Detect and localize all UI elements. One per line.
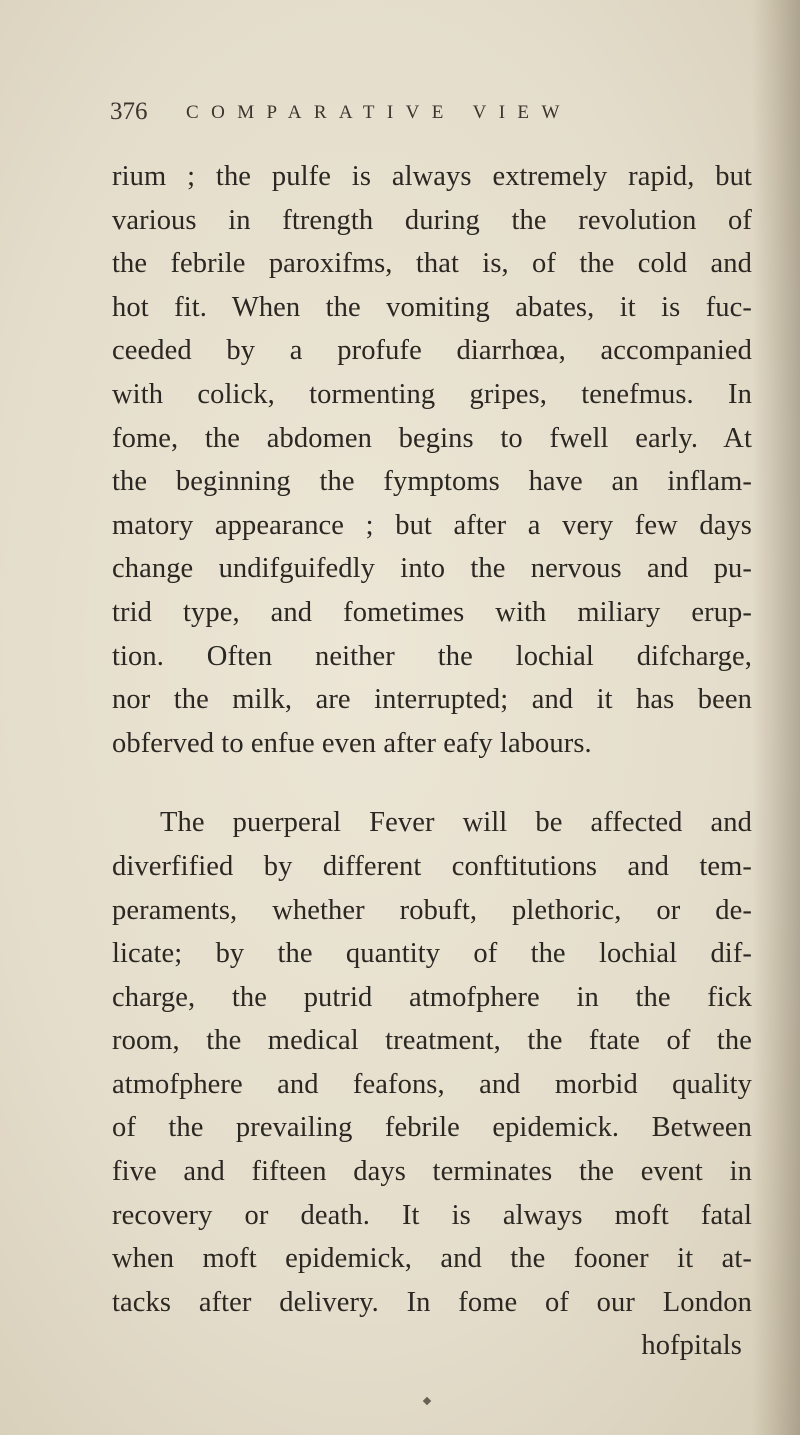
text-line: various in ftrength during the revolution of [112, 204, 752, 236]
page-edge-shadow [752, 0, 800, 1435]
text-line: room, the medical treatment, the ftate of the [112, 1025, 752, 1057]
text-line: trid type, and fometimes with miliary erup- [112, 596, 752, 628]
text-line: the febrile paroxifms, that is, of the cold and [112, 248, 752, 280]
paragraph-1 [112, 155, 752, 765]
text-line: The puerperal Fever will be affected and [160, 807, 752, 839]
page-number: 376 [110, 98, 148, 125]
text-line: five and fifteen days terminates the event in [112, 1156, 752, 1188]
text-line: rium ; the pulfe is always extremely rapid, but [112, 161, 752, 192]
text-line: matory appearance ; but after a very few days [112, 509, 752, 541]
text-line: tion. Often neither the lochial difcharge, [112, 640, 752, 672]
text-line: licate; by the quantity of the lochial dif- [112, 938, 752, 970]
paragraph-2 [112, 801, 752, 1324]
text-line: fome, the abdomen begins to fwell early. At [112, 422, 752, 454]
text-line: ceeded by a profufe diarrhœa, accompanied [112, 335, 752, 367]
text-line: when moft epidemick, and the fooner it at- [112, 1243, 752, 1275]
catchword: hofpitals [641, 1330, 742, 1362]
text-line: hot fit. When the vomiting abates, it is fuc- [112, 291, 752, 323]
text-line: recovery or death. It is always moft fatal [112, 1199, 752, 1231]
text-line: change undifguifedly into the nervous and pu- [112, 553, 752, 585]
paragraph-gap [112, 765, 752, 801]
running-head: COMPARATIVE VIEW [186, 102, 572, 123]
text-line: tacks after delivery. In fome of our London [112, 1286, 752, 1318]
ink-mark [423, 1397, 431, 1405]
text-line: atmofphere and feafons, and morbid quality [112, 1068, 752, 1100]
text-line: nor the milk, are interrupted; and it has been [112, 684, 752, 716]
text-line: charge, the putrid atmofphere in the fick [112, 981, 752, 1013]
text-line: with colick, tormenting gripes, tenefmus. In [112, 378, 752, 410]
text-line: diverfified by different conftitutions and tem- [112, 850, 752, 882]
page-header [110, 92, 750, 138]
text-line: obferved to enfue even after eafy labours. [112, 727, 592, 759]
text-line: of the prevailing febrile epidemick. Between [112, 1112, 752, 1144]
body-text [112, 155, 752, 1368]
text-line: peraments, whether robuft, plethoric, or de- [112, 894, 752, 926]
text-line: the beginning the fymptoms have an inflam- [112, 466, 752, 498]
